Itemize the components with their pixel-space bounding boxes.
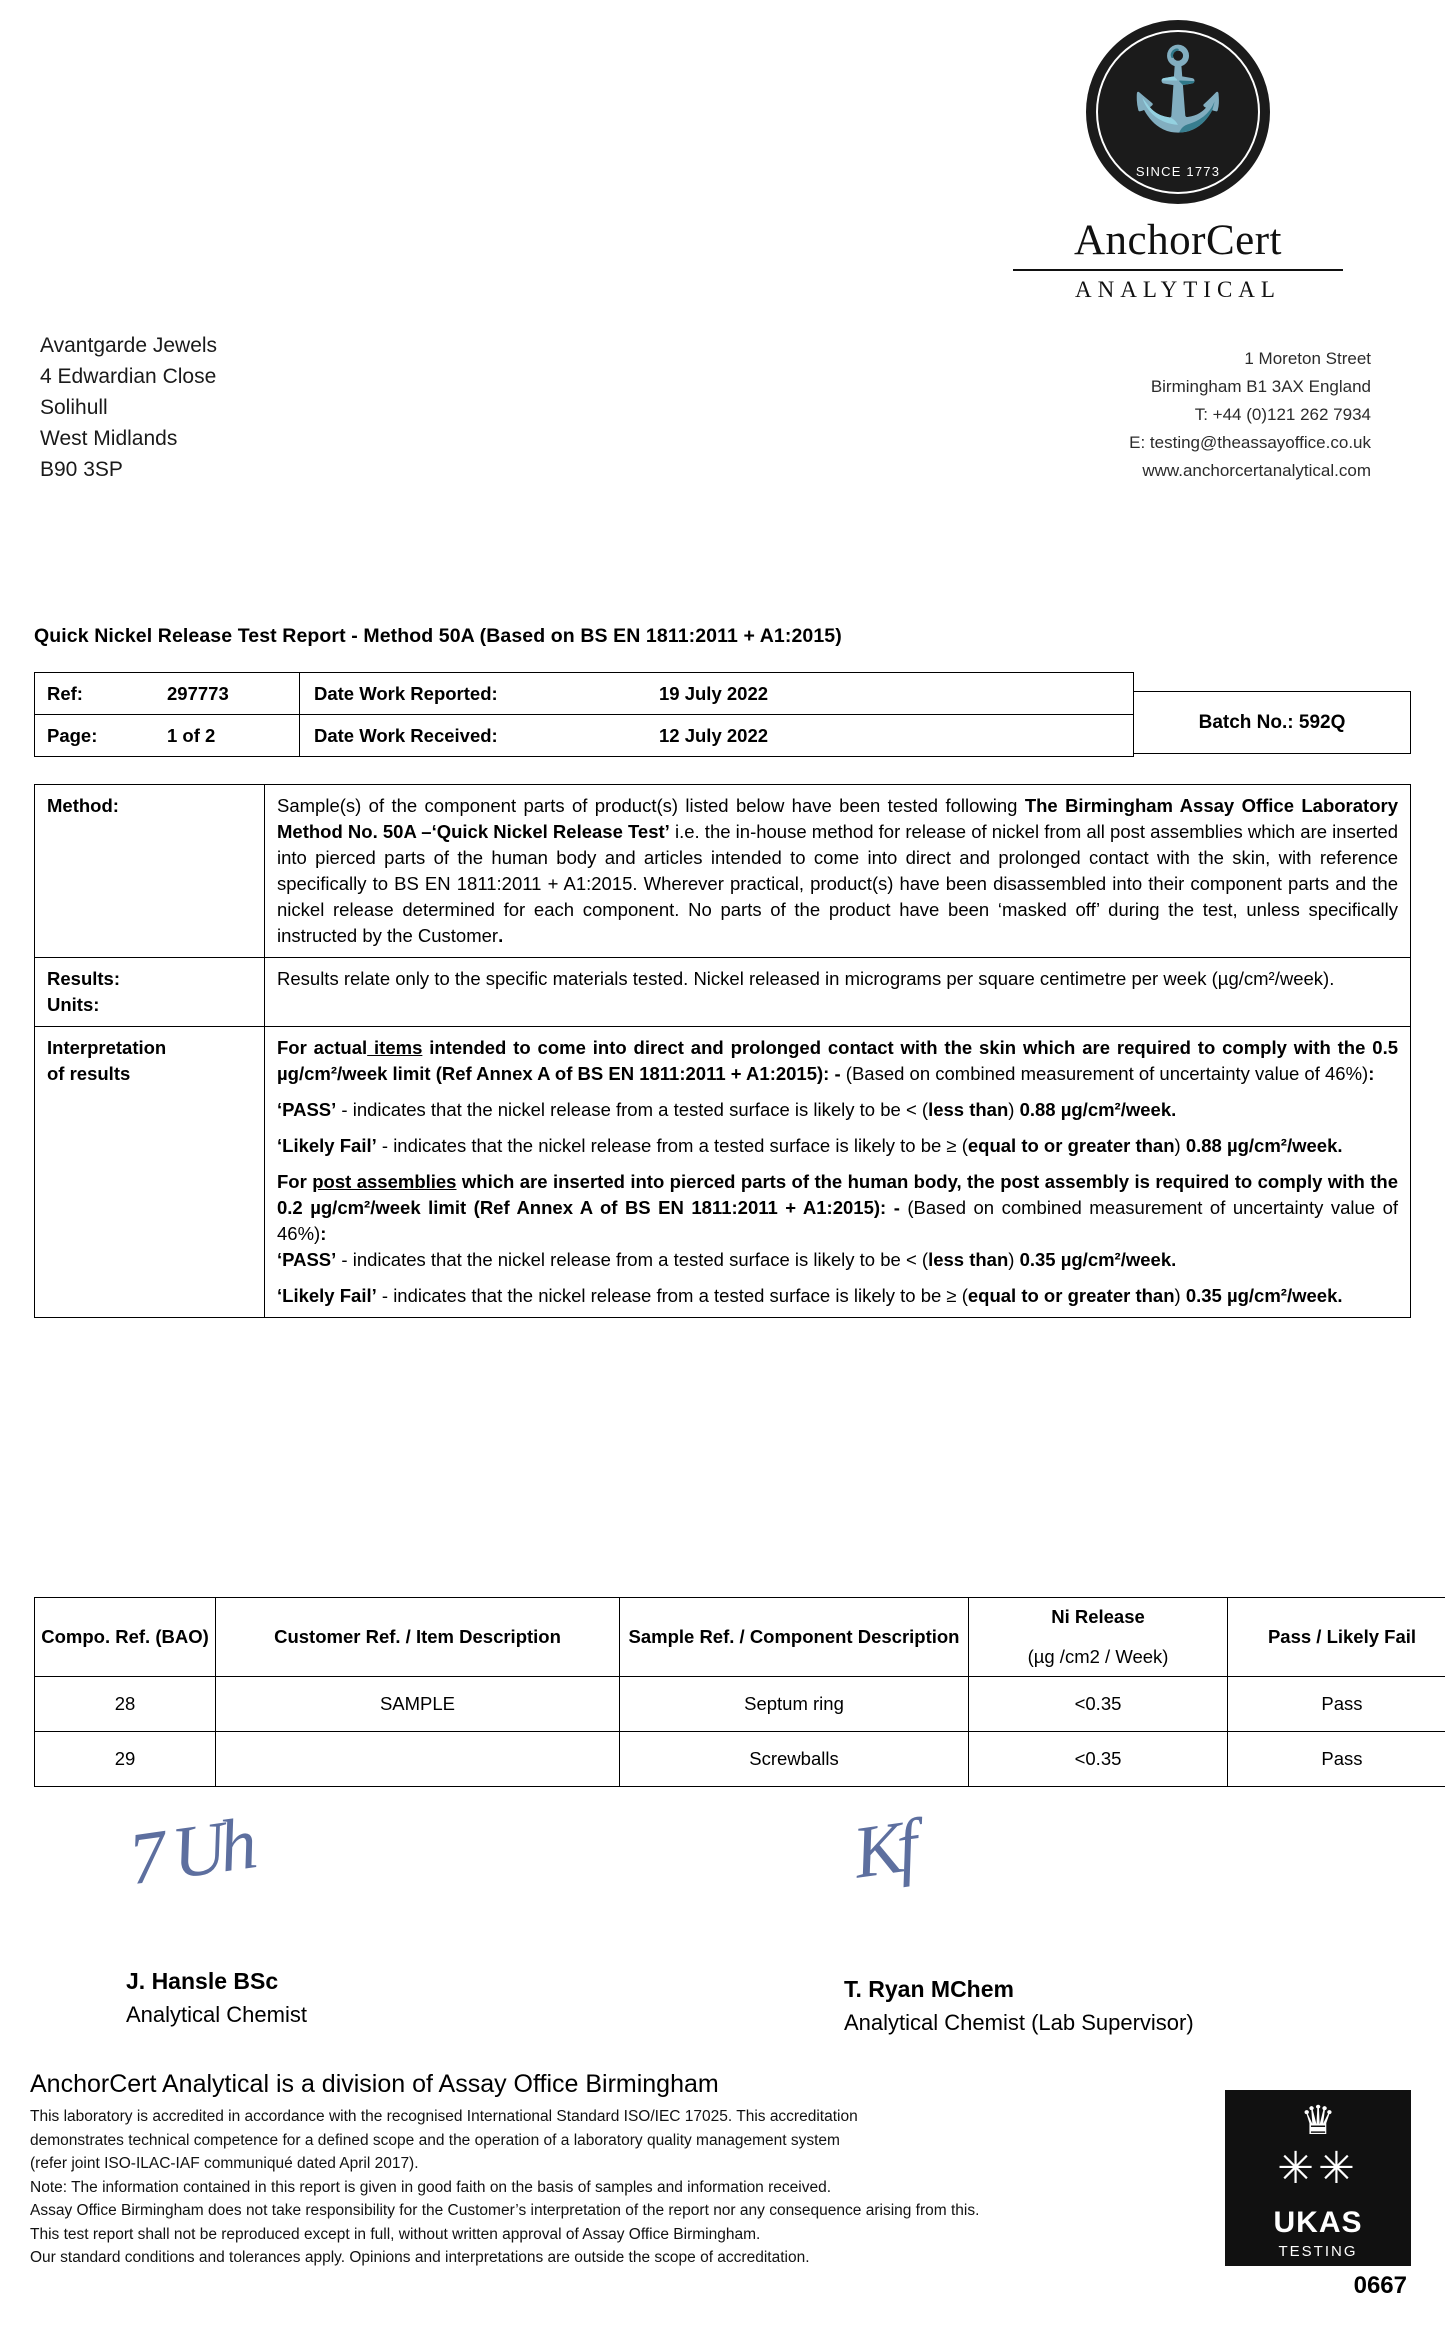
- signatory-name-2: T. Ryan MChem: [844, 1976, 1014, 2002]
- interp-p2-text: - indicates that the nickel release from a tested surface is likely to be < (: [336, 1099, 929, 1120]
- interp-paragraph-6: [277, 1283, 1398, 1309]
- signatory-name-1: J. Hansle BSc: [126, 1968, 279, 1994]
- interp-p1-b2: intended to come into direct and prolonged contact with the skin which are required to comply with the 0.5 µg/cm²/week limit (Ref Annex A of BS EN 1811:2011 + A1:2015): -: [277, 1037, 1398, 1084]
- interp-p5-value: 0.35 µg/cm²/week.: [1019, 1249, 1177, 1270]
- interp-p4-colon: :: [320, 1223, 327, 1244]
- cell-pass-fail: Pass: [1228, 1677, 1445, 1732]
- brand-logo: [963, 20, 1393, 303]
- interp-p6-close: ): [1174, 1285, 1186, 1306]
- interp-p2-value: 0.88 µg/cm²/week.: [1019, 1099, 1177, 1120]
- date-reported-label: Date Work Reported:: [299, 673, 649, 714]
- interp-paragraph-4: [277, 1169, 1398, 1247]
- lab-address-line: Birmingham B1 3AX England: [1150, 377, 1371, 396]
- spacer: [277, 1159, 1398, 1169]
- ref-label: Ref:: [47, 682, 83, 704]
- cell-customer-ref: SAMPLE: [216, 1677, 620, 1732]
- header-pass-fail: Pass / Likely Fail: [1228, 1598, 1445, 1677]
- footer-line: This laboratory is accredited in accordance with the recognised International Standard ISO/IEC 17025. This accreditation: [30, 2108, 858, 2125]
- interp-p6-equalorgreater: equal to or greater than: [967, 1285, 1175, 1306]
- footer-line: demonstrates technical competence for a defined scope and the operation of a laboratory quality management system: [30, 2131, 840, 2149]
- reference-row-ref: [35, 673, 1133, 714]
- signatory-role-1: Analytical Chemist: [126, 2002, 307, 2027]
- crown-icon: ♛: [1300, 2099, 1336, 2143]
- footer-line: (refer joint ISO-ILAC-IAF communiqué dated April 2017).: [30, 2155, 419, 2172]
- table-row: [35, 1677, 1445, 1732]
- cell-customer-ref: [216, 1732, 620, 1787]
- interp-paragraph-1: [277, 1035, 1398, 1087]
- reference-table: [34, 672, 1134, 757]
- date-received-label: Date Work Received:: [299, 715, 649, 756]
- interp-p4-b2: which are inserted into pierced parts of the human body, the post assembly is required to comply with the 0.2 µg/cm²/week limit (Ref Annex A of BS EN 1811:2011 + A1:2015): -: [277, 1171, 1398, 1218]
- interp-p3-text: - indicates that the nickel release from a tested surface is likely to be ≥ (: [376, 1135, 968, 1156]
- results-header-row: [35, 1598, 1445, 1677]
- method-text-part2: i.e. the in-house method for release of nickel from all post assemblies which are inserted into pierced parts of the human body and articles intended to come into direct and prolonged contact with the skin, with reference specifically to BS EN 1811:2011 + A1:2015. Wherever practical, product(s) have been disassembled into their component parts and the nickel release determined for each component. No parts of the product have been ‘masked off’ during the test, unless specifically instructed by the Customer: [277, 821, 1398, 946]
- interp-p6-text: - indicates that the nickel release from a tested surface is likely to be ≥ (: [376, 1285, 968, 1306]
- cell-pass-fail: Pass: [1228, 1732, 1445, 1787]
- interp-paragraph-3: [277, 1133, 1398, 1159]
- batch-number: Batch No.: 592Q: [1134, 691, 1411, 754]
- method-text-part1: Sample(s) of the component parts of product(s) listed below have been tested following: [277, 795, 1025, 816]
- anchor-seal: [1086, 20, 1270, 204]
- signature-mark-2: Kf: [848, 1805, 918, 1895]
- interp-p5-close: ): [1008, 1249, 1020, 1270]
- ukas-accreditation: [1215, 2090, 1411, 2300]
- lab-website: www.anchorcertanalytical.com: [1142, 461, 1371, 480]
- interp-p5-text: - indicates that the nickel release from a tested surface is likely to be < (: [336, 1249, 929, 1270]
- header-ni-release-label: Ni Release: [1051, 1606, 1145, 1627]
- cell-compo-ref: 29: [35, 1732, 216, 1787]
- brand-divider: [1013, 269, 1343, 271]
- lab-address-line: 1 Moreton Street: [1244, 349, 1371, 368]
- interpretation-label-line1: Interpretation: [47, 1037, 167, 1058]
- interp-p1-b1: For actual: [277, 1037, 368, 1058]
- method-bold-2: ‘Quick Nickel Release Test’: [431, 821, 670, 842]
- sample-results-table: [34, 1597, 1445, 1787]
- interpretation-row: [35, 1027, 1411, 1318]
- footer-line: Note: The information contained in this report is given in good faith on the basis of samples and information received.: [30, 2178, 832, 2196]
- header-sample-ref: Sample Ref. / Component Description: [620, 1598, 969, 1677]
- results-units-label: [35, 958, 265, 1027]
- interp-p5-pass: ‘PASS’: [277, 1249, 337, 1270]
- signature-mark-1: 7 Uh: [123, 1802, 256, 1902]
- header-ni-release: [969, 1598, 1228, 1677]
- anchor-icon: ⚓: [1128, 44, 1228, 133]
- lab-phone: T: +44 (0)121 262 7934: [1194, 405, 1371, 424]
- signatory-role-2: Analytical Chemist (Lab Supervisor): [844, 2010, 1194, 2035]
- method-row: [35, 785, 1411, 958]
- method-bold-1: The Birmingham Assay Office Laboratory Method No. 50A –: [277, 795, 1398, 842]
- interp-p4-b1: For: [277, 1171, 313, 1192]
- cell-ni-release: <0.35: [969, 1732, 1228, 1787]
- page-title: Quick Nickel Release Test Report - Method 50A (Based on BS EN 1811:2011 + A1:2015): [34, 625, 842, 647]
- customer-address: [40, 330, 217, 485]
- interp-p3-value: 0.88 µg/cm²/week.: [1185, 1135, 1343, 1156]
- results-units-text: Results relate only to the specific materials tested. Nickel released in micrograms per square centimetre per week (µg/cm²/week).: [265, 958, 1411, 1027]
- cell-compo-ref: 28: [35, 1677, 216, 1732]
- method-label: Method:: [35, 785, 265, 958]
- interp-p6-value: 0.35 µg/cm²/week.: [1185, 1285, 1343, 1306]
- spacer: [277, 1087, 1398, 1097]
- interpretation-label-line2: of results: [47, 1063, 131, 1084]
- reference-block: [34, 672, 1411, 757]
- spacer: [277, 1123, 1398, 1133]
- interp-p3-likelyfail: ‘Likely Fail’: [277, 1135, 377, 1156]
- footer-line: This test report shall not be reproduced except in full, without written approval of Assay Office Birmingham.: [30, 2225, 761, 2243]
- customer-address-line: 4 Edwardian Close: [40, 365, 217, 388]
- brand-name: AnchorCert: [1074, 217, 1282, 264]
- interpretation-label: [35, 1027, 265, 1318]
- ukas-sub: TESTING: [1278, 2243, 1358, 2260]
- method-text: [265, 785, 1411, 958]
- interp-p1-colon: :: [1368, 1063, 1375, 1084]
- ref-value: 297773: [167, 682, 229, 704]
- cell-ni-release: <0.35: [969, 1677, 1228, 1732]
- cell-sample-ref: Septum ring: [620, 1677, 969, 1732]
- cell-sample-ref: Screwballs: [620, 1732, 969, 1787]
- results-units-row: [35, 958, 1411, 1027]
- lab-contact-details: [1129, 345, 1371, 485]
- header-customer-ref: Customer Ref. / Item Description: [216, 1598, 620, 1677]
- method-results-table: [34, 784, 1411, 1318]
- ukas-number: 0667: [1353, 2272, 1407, 2299]
- interp-p2-pass: ‘PASS’: [277, 1099, 337, 1120]
- header-compo-ref: Compo. Ref. (BAO): [35, 1598, 216, 1677]
- interp-p3-equalorgreater: equal to or greater than: [967, 1135, 1175, 1156]
- ukas-mark-icon: ✳✳: [1277, 2144, 1359, 2193]
- table-row: [35, 1732, 1445, 1787]
- customer-address-line: Avantgarde Jewels: [40, 334, 218, 357]
- method-text-part3: .: [498, 925, 504, 946]
- footer-title: AnchorCert Analytical is a division of Assay Office Birmingham: [30, 2070, 719, 2098]
- ukas-name: UKAS: [1273, 2206, 1363, 2239]
- interp-paragraph-2: [277, 1097, 1398, 1123]
- interp-p6-likelyfail: ‘Likely Fail’: [277, 1285, 377, 1306]
- interp-paragraph-5: [277, 1247, 1398, 1273]
- customer-address-line: Solihull: [40, 396, 108, 419]
- signature-area: [34, 1790, 1411, 2060]
- results-label: Results:: [47, 968, 120, 989]
- customer-address-line: B90 3SP: [40, 458, 123, 481]
- interp-p4-postassemblies: post assemblies: [312, 1171, 457, 1192]
- seal-since-text: SINCE 1773: [1135, 164, 1221, 179]
- interp-p2-lessthan: less than: [928, 1099, 1009, 1120]
- customer-address-line: West Midlands: [40, 427, 178, 450]
- page-label: Page:: [47, 724, 98, 746]
- units-label: Units:: [47, 994, 100, 1015]
- page-value: 1 of 2: [167, 724, 216, 746]
- interp-p3-close: ): [1174, 1135, 1186, 1156]
- reference-row-page: [35, 714, 1133, 756]
- footer-line: Assay Office Birmingham does not take responsibility for the Customer’s interpretation of the report nor any consequence arising from this.: [30, 2202, 980, 2219]
- interp-p1-note: (Based on combined measurement of uncertainty value of 46%): [840, 1063, 1369, 1084]
- interp-p5-lessthan: less than: [928, 1249, 1009, 1270]
- brand-subtitle: ANALYTICAL: [1075, 277, 1281, 302]
- interp-p4-note: (Based on combined measurement of uncertainty value of 46%): [277, 1197, 1399, 1244]
- lab-email: E: testing@theassayoffice.co.uk: [1129, 433, 1371, 452]
- header-ni-units: (µg /cm2 / Week): [1027, 1646, 1169, 1667]
- interp-p2-close: ): [1008, 1099, 1020, 1120]
- date-received-value: 12 July 2022: [659, 724, 769, 746]
- document-header: [34, 0, 1411, 481]
- document-footer: [30, 2070, 1270, 2270]
- ukas-logo: [1225, 2090, 1411, 2266]
- interp-p1-items: items: [367, 1037, 423, 1058]
- footer-line: Our standard conditions and tolerances apply. Opinions and interpretations are outside the scope of accreditation.: [30, 2249, 810, 2266]
- interpretation-text: [265, 1027, 1411, 1318]
- date-reported-value: 19 July 2022: [659, 682, 769, 704]
- spacer: [277, 1273, 1398, 1283]
